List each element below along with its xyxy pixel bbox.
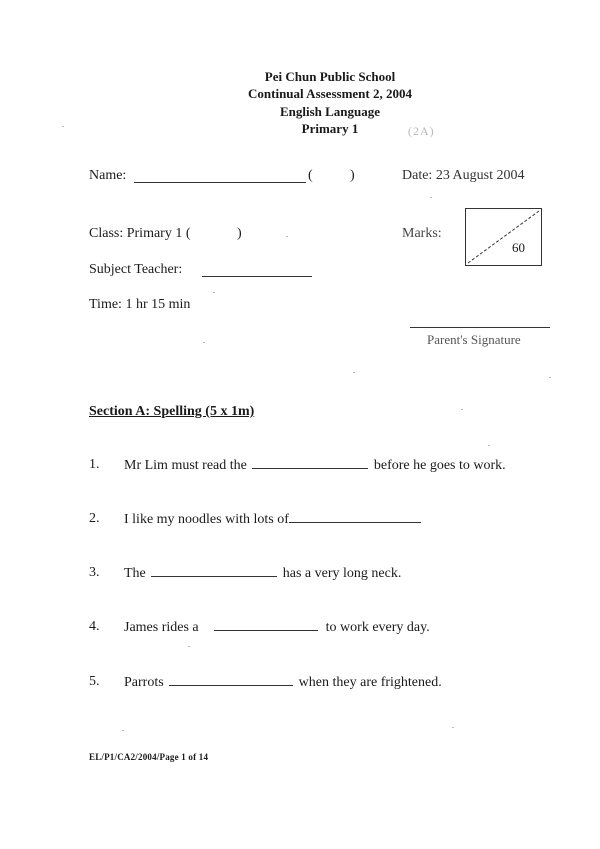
name-index-close: ) (350, 168, 355, 183)
scan-speck (549, 377, 551, 378)
question-2 (124, 511, 421, 528)
subject-title: English Language (279, 104, 381, 119)
scan-speck (122, 730, 124, 731)
level-title: Primary 1 (301, 121, 359, 136)
class-label: Class: Primary 1 ( (89, 226, 191, 241)
scan-speck (353, 372, 355, 373)
answer-blank[interactable] (289, 511, 421, 523)
scan-speck (430, 197, 432, 198)
name-index-open: ( (308, 168, 313, 183)
question-text: before he goes to work. (373, 458, 506, 473)
page-footer: EL/P1/CA2/2004/Page 1 of 14 (89, 752, 209, 762)
answer-blank[interactable] (169, 674, 293, 686)
assessment-title: Continual Assessment 2, 2004 (248, 86, 412, 101)
signature-line[interactable] (410, 327, 550, 328)
date-text: Date: 23 August 2004 (402, 168, 525, 183)
marks-total: 60 (512, 240, 525, 255)
answer-blank[interactable] (151, 565, 277, 577)
faint-stamp: (2A) (408, 124, 435, 138)
question-number: 5. (89, 674, 100, 689)
scan-speck (488, 445, 490, 446)
teacher-label: Subject Teacher: (89, 262, 183, 277)
question-number: 4. (89, 619, 100, 634)
scan-speck (62, 126, 64, 127)
question-text: Parrots (124, 675, 164, 690)
marks-box (465, 208, 542, 266)
school-name: Pei Chun Public School (264, 69, 396, 84)
question-number: 2. (89, 511, 100, 526)
answer-blank[interactable] (252, 457, 368, 469)
scan-speck (203, 342, 205, 343)
question-1 (124, 457, 506, 474)
class-paren-close: ) (237, 226, 242, 241)
question-3 (124, 565, 401, 582)
question-4 (124, 619, 430, 636)
question-5 (124, 674, 442, 691)
scan-speck (188, 646, 190, 647)
marks-diagonal (466, 209, 541, 265)
time-text: Time: 1 hr 15 min (89, 297, 191, 312)
question-number: 1. (89, 457, 100, 472)
question-text: I like my noodles with lots of (124, 512, 289, 527)
name-label: Name: (89, 168, 127, 183)
question-text: when they are frightened. (298, 675, 442, 690)
question-text: James rides a (124, 620, 199, 635)
scan-speck (452, 727, 454, 728)
question-text: The (124, 566, 146, 581)
scan-speck (461, 409, 463, 410)
name-field[interactable] (134, 170, 306, 188)
scan-speck (286, 236, 288, 237)
question-number: 3. (89, 565, 100, 580)
section-title: Section A: Spelling (5 x 1m) (89, 404, 255, 419)
question-text: Mr Lim must read the (124, 458, 247, 473)
marks-label: Marks: (402, 226, 442, 241)
parent-signature-label: Parent's Signature (427, 332, 521, 347)
teacher-field[interactable] (202, 264, 312, 282)
answer-blank[interactable] (214, 619, 318, 631)
question-text: to work every day. (325, 620, 430, 635)
scan-speck (213, 292, 215, 293)
question-text: has a very long neck. (282, 566, 402, 581)
